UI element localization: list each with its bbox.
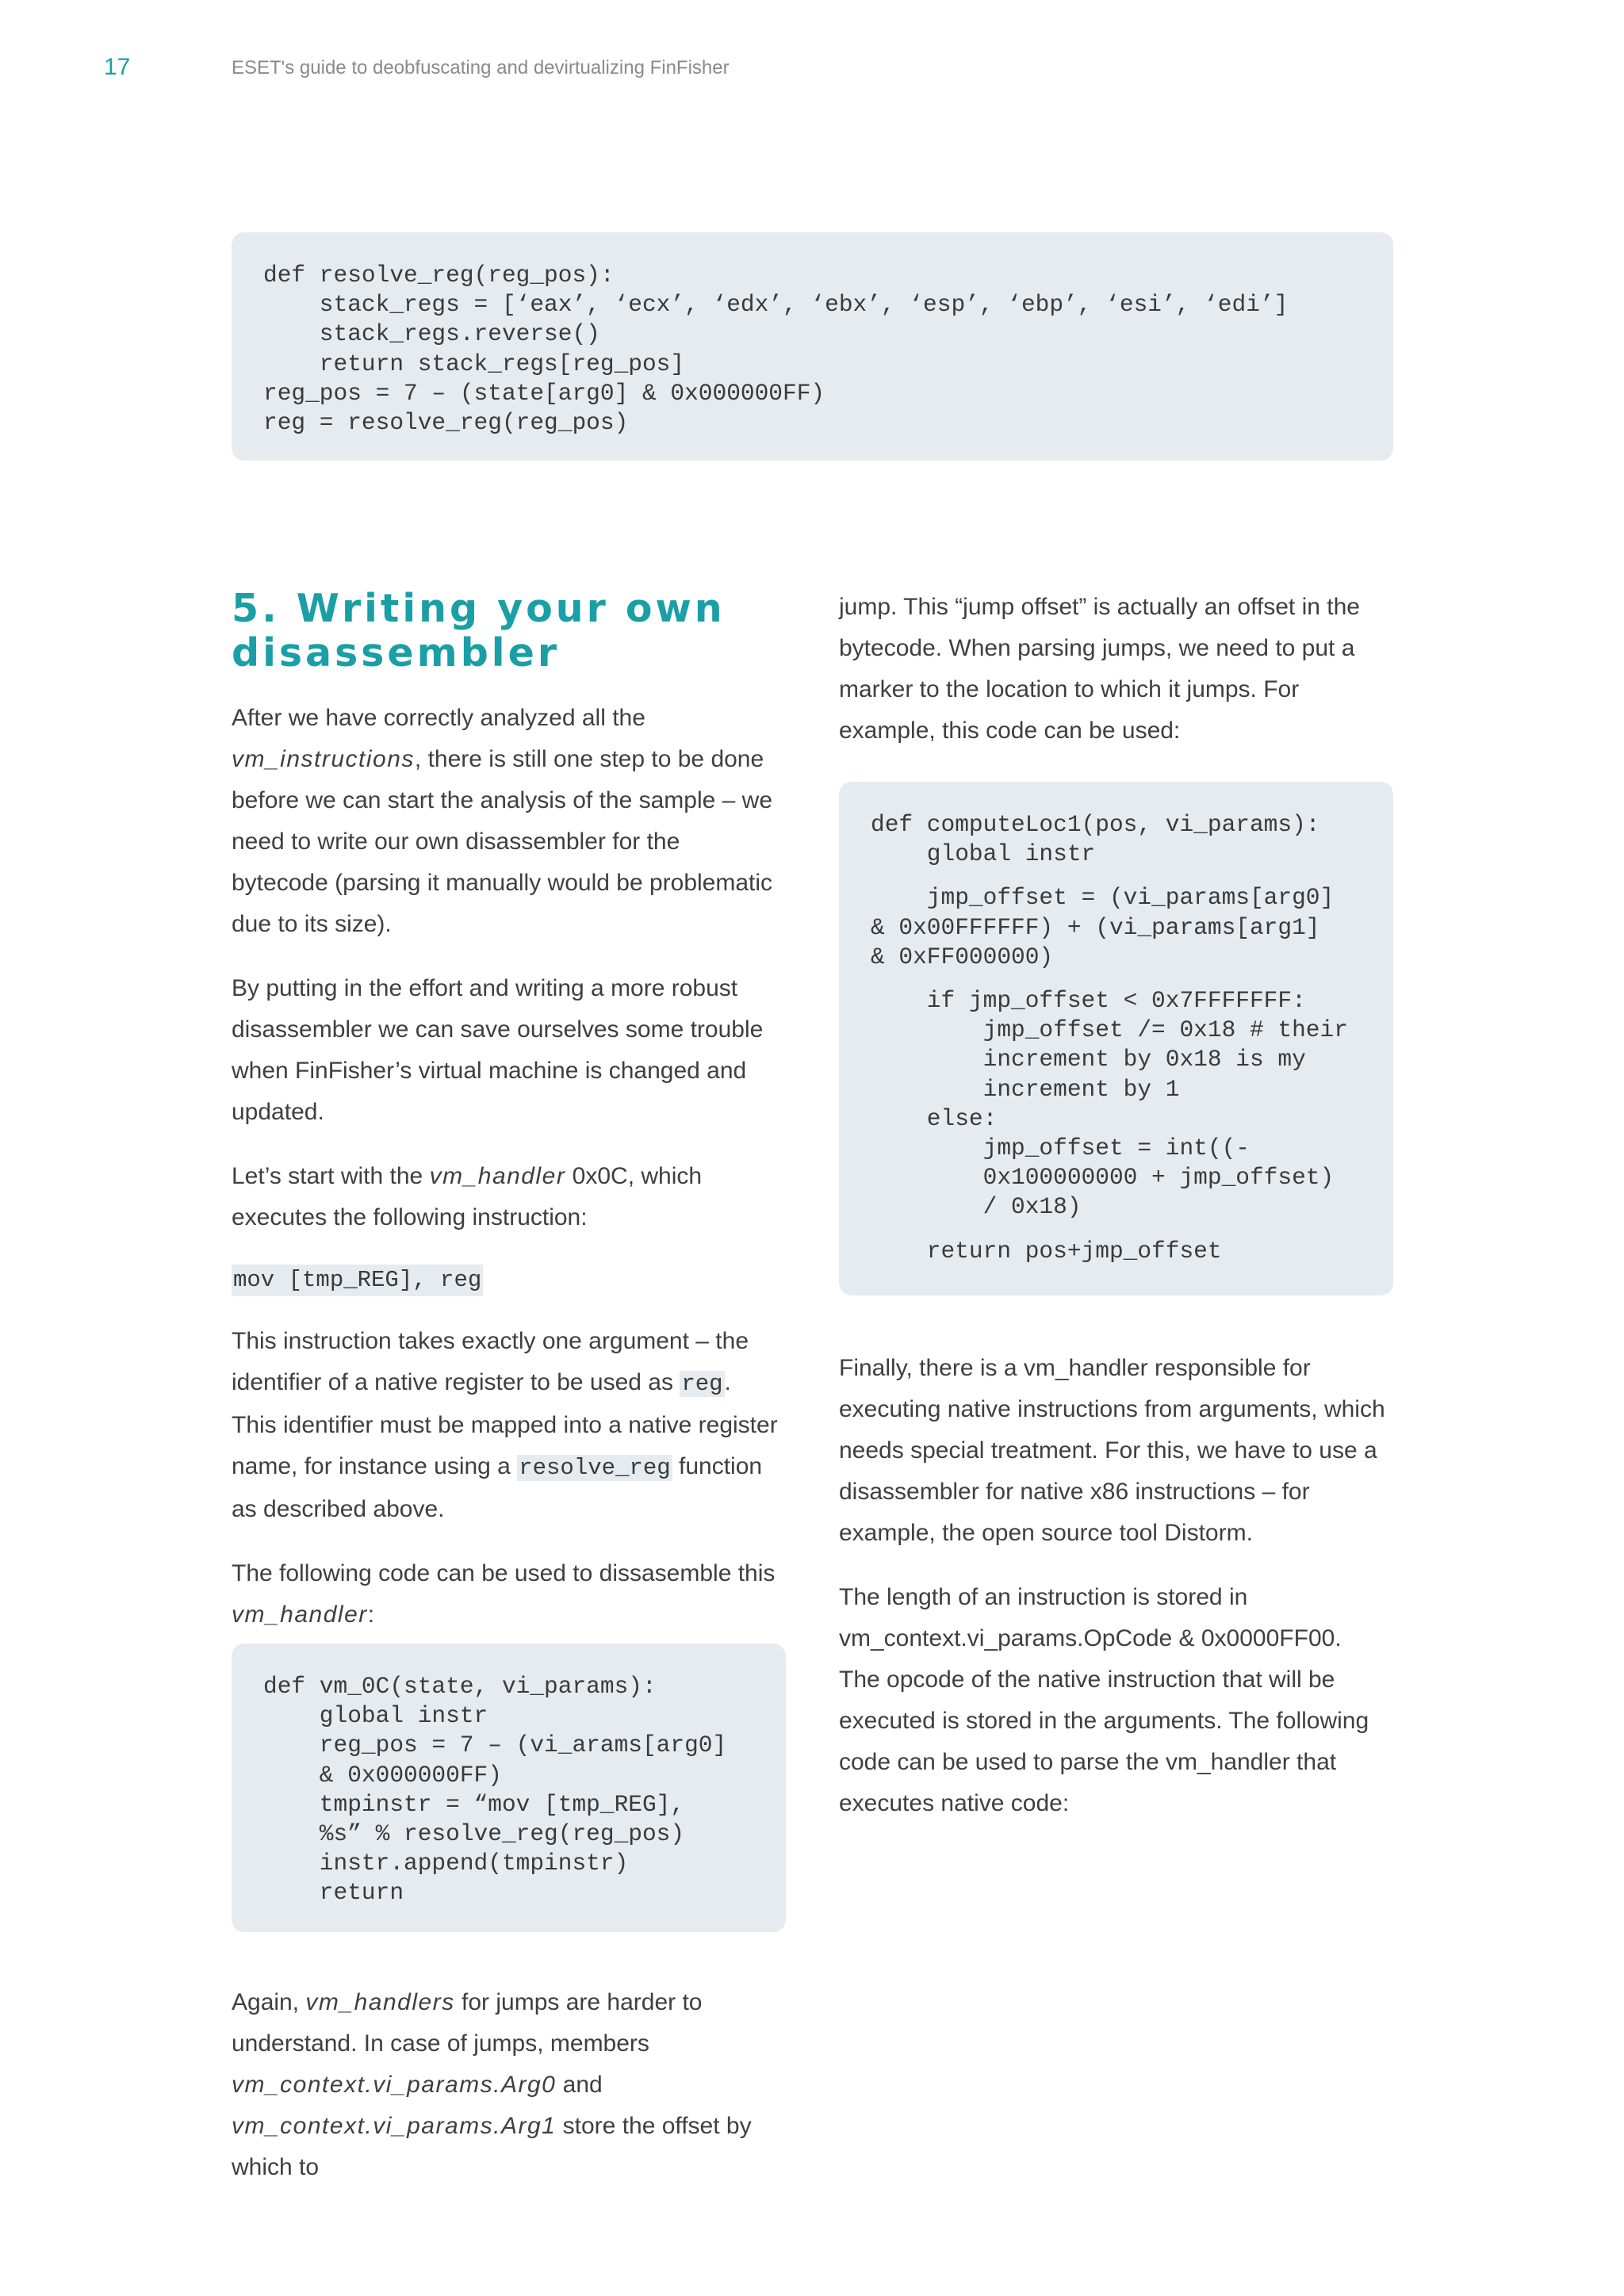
text: Let’s start with the — [232, 1163, 430, 1189]
paragraph: The length of an instruction is stored in vm_context.vi_params.OpCode & 0x0000FF00. The opcode of the native instruction that will be executed is stored in the arguments. The following code can be used to parse the vm_handler that executes native code: — [839, 1584, 1369, 1816]
left-column-end — [232, 1982, 779, 2188]
paragraph — [232, 1156, 779, 1238]
text: . This identifier must be mapped into a native register name, for instance using a — [232, 1369, 778, 1479]
code-text: if jmp_offset < 0x7FFFFFFF: jmp_offset /= 0x18 # their increment by 0x18 is my increment by 1 else: jmp_offset = int((- 0x100000000 + jmp_offset) / 0x18) — [926, 987, 1348, 1221]
code-text: return pos+jmp_offset — [871, 1237, 1222, 1265]
code-text: def computeLoc1(pos, vi_params): global instr — [871, 811, 1320, 868]
code-block-compute-loc — [839, 782, 1393, 1295]
text: This instruction takes exactly one argument – the identifier of a native register to be used as — [232, 1328, 749, 1395]
italic-term: vm_instructions — [232, 746, 415, 772]
inline-code-snippet: mov [tmp_REG], reg — [232, 1265, 483, 1296]
text: and — [556, 2072, 603, 2098]
section-heading: 5. Writing your own disassembler — [232, 586, 726, 675]
paragraph: Finally, there is a vm_handler responsible for executing native instructions from arguments, which needs special treatment. For this, we have to use a disassembler for native x86 instructions – for example, the open source tool Distorm. — [839, 1355, 1385, 1546]
paragraph — [232, 1553, 779, 1636]
paragraph — [232, 698, 779, 945]
right-column-cont — [839, 1348, 1386, 1824]
paragraph — [232, 1982, 779, 2188]
italic-term: vm_handlers — [305, 1989, 455, 2015]
italic-term: vm_context.vi_params.Arg1 — [232, 2113, 557, 2139]
text: 0x0C, which executes the following instruction: — [232, 1163, 703, 1230]
italic-term: vm_handler — [429, 1163, 566, 1189]
code-text: def resolve_reg(reg_pos): stack_regs = [‘eax’, ‘ecx’, ‘edx’, ‘ebx’, ‘esp’, ‘ebp’, ‘esi’, ‘edi’] stack_regs.reverse() return stack_regs[reg_pos] reg_pos = 7 – (state[arg0] & 0x000000FF) reg = resolve_reg(reg_pos) — [263, 262, 1289, 437]
text: Again, — [232, 1989, 306, 2015]
code-block-vm-0c — [232, 1644, 786, 1932]
code-text: def vm_0C(state, vi_params): global instr reg_pos = 7 – (vi_arams[arg0] & 0x000000FF) tmpinstr = “mov [tmp_REG], %s” % resolve_reg(reg_pos) instr.append(tmpinstr) return — [263, 1673, 727, 1907]
text: for jumps are harder to understand. In case of jumps, members — [232, 1989, 703, 2057]
text: store the offset by which to — [232, 2113, 752, 2180]
paragraph: jump. This “jump offset” is actually an offset in the bytecode. When parsing jumps, we need to put a marker to the location to which it jumps. For example, this code can be used: — [839, 594, 1360, 744]
left-column-cont — [232, 1321, 779, 1636]
text: , there is still one step to be done before we can start the analysis of the sample – we need to write our own disassembler for the bytecode (parsing it manually would be problematic due to its size). — [232, 746, 773, 937]
inline-code: reg — [681, 1371, 723, 1397]
page-number: 17 — [104, 54, 131, 80]
paragraph — [232, 1321, 779, 1530]
paragraph: By putting in the effort and writing a more robust disassembler we can save ourselves some trouble when FinFisher’s virtual machine is changed and updated. — [232, 975, 764, 1125]
italic-term: vm_context.vi_params.Arg0 — [232, 2072, 557, 2098]
running-title: ESET's guide to deobfuscating and devirtualizing FinFisher — [232, 57, 730, 78]
inline-code: resolve_reg — [519, 1455, 671, 1481]
text: After we have correctly analyzed all the — [232, 705, 645, 731]
text: function as described above. — [232, 1453, 763, 1522]
right-column — [839, 587, 1386, 752]
text: The following code can be used to dissasemble this — [232, 1560, 776, 1586]
left-column — [232, 698, 779, 1238]
text: : — [367, 1601, 375, 1628]
italic-term: vm_handler — [232, 1601, 368, 1628]
code-text: jmp_offset = (vi_params[arg0] & 0x00FFFFFF) + (vi_params[arg1] & 0xFF000000) — [871, 884, 1335, 970]
code-block-resolve-reg — [232, 232, 1393, 461]
